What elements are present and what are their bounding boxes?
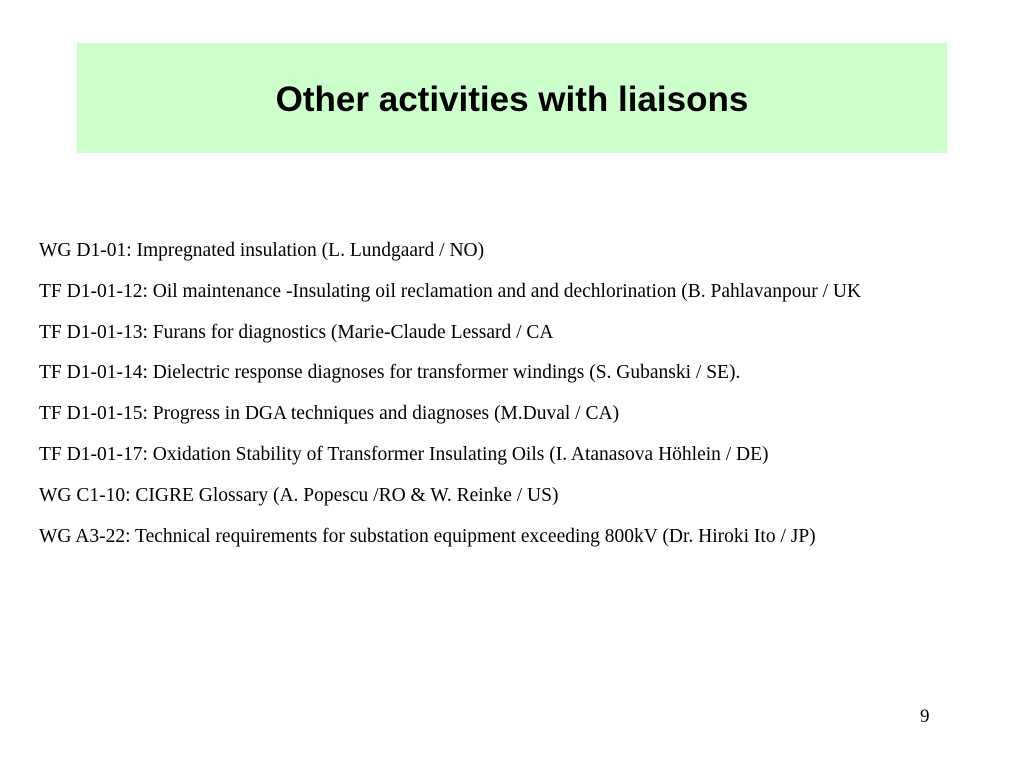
list-item: TF D1-01-14: Dielectric response diagnoses for transformer windings (S. Gubanski / SE). [39, 362, 741, 384]
title-banner [77, 43, 947, 153]
activity-list [39, 236, 1019, 562]
list-item: TF D1-01-17: Oxidation Stability of Transformer Insulating Oils (I. Atanasova Höhlein / DE) [39, 443, 769, 465]
list-item: TF D1-01-13: Furans for diagnostics (Marie-Claude Lessard / CA [39, 321, 554, 343]
list-item: TF D1-01-15: Progress in DGA techniques and diagnoses (M.Duval / CA) [39, 403, 620, 425]
list-item: WG A3-22: Technical requirements for substation equipment exceeding 800kV (Dr. Hiroki Ito / JP) [39, 525, 816, 547]
page-number: 9 [920, 706, 930, 727]
list-item: WG D1-01: Impregnated insulation (L. Lundgaard / NO) [39, 240, 485, 261]
list-item: TF D1-01-12: Oil maintenance -Insulating oil reclamation and and dechlorination (B. Pahlavanpour / UK [39, 280, 862, 302]
slide-title: Other activities with liaisons [275, 80, 749, 119]
list-item: WG C1-10: CIGRE Glossary (A. Popescu /RO & W. Reinke / US) [39, 484, 559, 506]
